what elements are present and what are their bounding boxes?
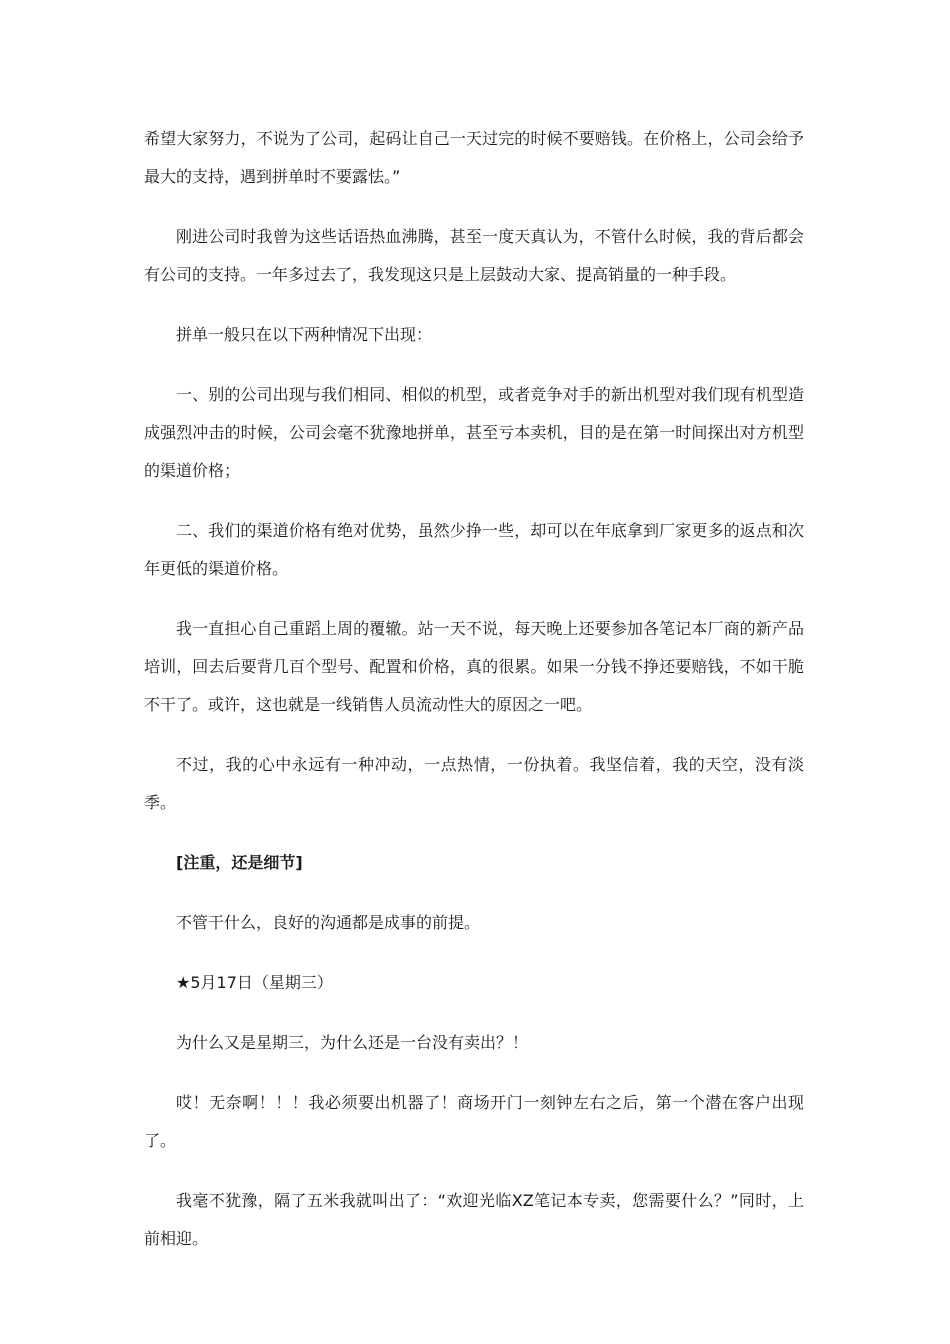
paragraph-case-one: 一、别的公司出现与我们相同、相似的机型，或者竞争对手的新出机型对我们现有机型造成强烈冲击的时候，公司会毫不犹豫地拼单，甚至亏本卖机，目的是在第一时间探出对方机型的渠道价格； <box>144 385 804 480</box>
paragraph-two-cases-intro: 拼单一般只在以下两种情况下出现： <box>176 325 433 344</box>
document-body <box>144 120 804 1280</box>
section-heading: [注重，还是细节] <box>176 853 303 872</box>
paragraph-reflection: 刚进公司时我曾为这些话语热血沸腾，甚至一度天真认为，不管什么时候，我的背后都会有公司的支持。一年多过去了，我发现这只是上层鼓动大家、提高销量的一种手段。 <box>144 227 804 284</box>
paragraph-case-two: 二、我们的渠道价格有绝对优势，虽然少挣一些，却可以在年底拿到厂家更多的返点和次年更低的渠道价格。 <box>144 521 804 578</box>
diary-date: ★5月17日（星期三） <box>176 973 333 992</box>
paragraph-greeting: 我毫不犹豫，隔了五米我就叫出了：“欢迎光临XZ笔记本专卖，您需要什么？”同时，上前相迎。 <box>144 1191 804 1248</box>
paragraph-worry: 我一直担心自己重蹈上周的覆辙。站一天不说，每天晚上还要参加各笔记本厂商的新产品培训，回去后要背几百个型号、配置和价格，真的很累。如果一分钱不挣还要赔钱，不如干脆不干了。或许，这也就是一线销售人员流动性大的原因之一吧。 <box>144 619 804 714</box>
paragraph-passion: 不过，我的心中永远有一种冲动，一点热情，一份执着。我坚信着，我的天空，没有淡季。 <box>144 755 804 812</box>
paragraph-communication: 不管干什么，良好的沟通都是成事的前提。 <box>176 913 481 932</box>
paragraph-company-support: 希望大家努力，不说为了公司，起码让自己一天过完的时候不要赔钱。在价格上，公司会给予最大的支持，遇到拼单时不要露怯。” <box>144 129 804 186</box>
paragraph-first-customer: 哎！无奈啊！！！我必须要出机器了！商场开门一刻钟左右之后，第一个潜在客户出现了。 <box>144 1093 804 1150</box>
paragraph-no-sales: 为什么又是星期三，为什么还是一台没有卖出？！ <box>176 1033 529 1052</box>
